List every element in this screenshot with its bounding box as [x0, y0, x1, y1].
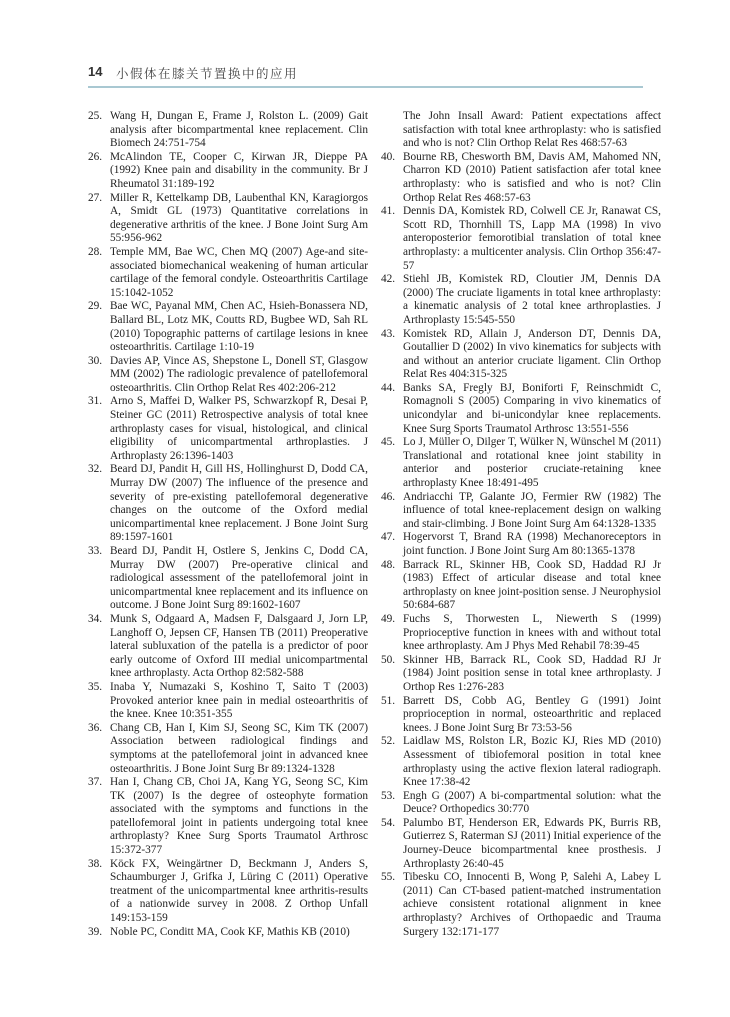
reference-entry — [381, 531, 661, 558]
reference-number: 45. — [381, 436, 396, 449]
reference-entry — [381, 790, 661, 817]
reference-entry — [381, 328, 661, 382]
reference-number: 46. — [381, 490, 396, 503]
reference-entry — [381, 871, 661, 939]
reference-text: Laidlaw MS, Rolston LR, Bozic KJ, Ries MD (2010) Assessment of tibiofemoral position in total knee arthroplasty using the active flexion lateral radiograph. Knee 17:38-42 — [403, 735, 661, 789]
reference-number: 25. — [88, 110, 103, 122]
reference-number: 34. — [88, 612, 103, 625]
reference-entry — [381, 735, 661, 789]
reference-number: 39. — [88, 925, 103, 938]
reference-text: Noble PC, Conditt MA, Cook KF, Mathis KB (2010) — [110, 925, 350, 938]
reference-entry — [381, 613, 661, 654]
reference-entry — [381, 695, 661, 736]
reference-number: 26. — [88, 150, 103, 163]
reference-number: 40. — [381, 150, 396, 163]
reference-text: Barrett DS, Cobb AG, Bentley G (1991) Joint proprioception in normal, osteoarthritic and replaced knees. J Bone Joint Surg Br 73:53-56 — [403, 694, 661, 734]
reference-text: Komistek RD, Allain J, Anderson DT, Dennis DA, Goutallier D (2002) In vivo kinematics for subjects with and without an anterior cruciate ligament. Clin Orthop Relat Res 404:315-325 — [403, 327, 661, 381]
reference-text: Beard DJ, Pandit H, Gill HS, Hollinghurst D, Dodd CA, Murray DW (2007) The influence of the presence and severity of pre-existing patellofemoral degenerative changes on the outcome of the Oxford medial unicompartimental knee replacement. J Bone Joint Surg 89:1597-1601 — [110, 463, 368, 544]
running-title: 小假体在膝关节置换中的应用 — [116, 66, 299, 81]
reference-entry — [381, 817, 661, 871]
reference-number: 52. — [381, 735, 396, 748]
reference-number: 44. — [381, 381, 396, 394]
reference-entry — [381, 559, 661, 613]
reference-entry — [88, 355, 368, 396]
reference-entry — [88, 722, 368, 776]
reference-text: Beard DJ, Pandit H, Ostlere S, Jenkins C, Dodd CA, Murray DW (2007) Pre-operative clinical and radiological assessment of the patellofemoral joint in unicompartmental knee replacement and its influence on outcome. J Bone Joint Surg 89:1602-1607 — [110, 545, 368, 612]
reference-entry — [88, 613, 368, 681]
reference-number: 53. — [381, 789, 396, 802]
reference-number: 36. — [88, 721, 103, 734]
reference-number: 41. — [381, 205, 396, 218]
page-number: 14 — [88, 64, 103, 79]
reference-text: Tibesku CO, Innocenti B, Wong P, Salehi A, Labey L (2011) Can CT-based patient-matched instrumentation achieve consistent rotational alignment in knee arthroplasty? Archives of Orthopaedic and Trauma Surgery 132:171-177 — [403, 871, 661, 938]
reference-text: The John Insall Award: Patient expectations affect satisfaction with total knee arthroplasty: who is satisfied and who is not? Clin Orthop Relat Res 468:57-63 — [403, 110, 661, 150]
reference-number: 49. — [381, 612, 396, 625]
reference-text: Hogervorst T, Brand RA (1998) Mechanoreceptors in joint function. J Bone Joint Surg Am 80:1365-1378 — [403, 531, 661, 557]
reference-text: Arno S, Maffei D, Walker PS, Schwarzkopf R, Desai P, Steiner GC (2011) Retrospective analysis of total knee arthroplasty cases for visual, histological, and clinical eligibility of unicompartmental arthroplasties. J Arthroplasty 26:1396-1403 — [110, 395, 368, 462]
reference-text: Stiehl JB, Komistek RD, Cloutier JM, Dennis DA (2000) The cruciate ligaments in total knee arthroplasty: a kinematic analysis of 2 total knee arthroplasties. J Arthroplasty 15:545-550 — [403, 273, 661, 326]
reference-entry — [88, 110, 368, 151]
reference-entry — [88, 463, 368, 545]
references-right-column — [381, 110, 661, 939]
reference-number: 51. — [381, 694, 396, 707]
page-header — [88, 62, 643, 88]
reference-entry — [88, 926, 368, 940]
reference-number: 32. — [88, 463, 103, 476]
reference-entry — [381, 654, 661, 695]
reference-number: 35. — [88, 680, 103, 693]
reference-text: Fuchs S, Thorwesten L, Niewerth S (1999) Proprioceptive function in knees with and without total knee arthroplasty. Am J Phys Med Rehabil 78:39-45 — [403, 612, 661, 653]
reference-number: 30. — [88, 354, 103, 367]
reference-text: Engh G (2007) A bi-compartmental solution: what the Deuce? Orthopedics 30:770 — [403, 789, 661, 816]
reference-entry — [381, 436, 661, 490]
reference-number: 37. — [88, 776, 103, 789]
reference-entry — [88, 151, 368, 192]
reference-text: Miller R, Kettelkamp DB, Laubenthal KN, Karagiorgos A, Smidt GL (1973) Quantitative correlations in degenerative arthritis of the knee. J Bone Joint Surg Am 55:956-962 — [110, 191, 368, 245]
reference-text: Chang CB, Han I, Kim SJ, Seong SC, Kim TK (2007) Association between radiological findings and symptoms at the patellofemoral joint in advanced knee osteoarthritis. J Bone Joint Surg Br 89:1324-1328 — [110, 721, 368, 775]
reference-text: Han I, Chang CB, Choi JA, Kang YG, Seong SC, Kim TK (2007) Is the degree of osteophyte formation associated with the symptoms and functions in the patellofemoral joint in patients undergoing total knee arthroplasty? Knee Surg Sports Traumatol Arthrosc 15:372-377 — [110, 776, 368, 857]
reference-number: 48. — [381, 558, 396, 571]
reference-text: Wang H, Dungan E, Frame J, Rolston L. (2009) Gait analysis after bicompartmental knee replacement. Clin Biomech 24:751-754 — [110, 110, 368, 150]
reference-number: 43. — [381, 327, 396, 340]
reference-number: 38. — [88, 857, 103, 870]
reference-entry — [88, 300, 368, 354]
reference-entry — [381, 273, 661, 327]
reference-number: 33. — [88, 545, 103, 557]
reference-entry — [381, 491, 661, 532]
reference-number: 29. — [88, 300, 103, 313]
reference-text: Köck FX, Weingärtner D, Beckmann J, Anders S, Schaumburger J, Grifka J, Lüring C (2011) Operative treatment of the unicompartmental knee arthritis-results of a nationwide survey in 2008. Z Orthop Unfall 149:153-159 — [110, 857, 368, 925]
reference-number: 28. — [88, 245, 103, 258]
reference-entry — [381, 205, 661, 273]
reference-text: Temple MM, Bae WC, Chen MQ (2007) Age-and site-associated biomechanical weakening of human articular cartilage of the femoral condyle. Osteoarthritis Cartilage 15:1042-1052 — [110, 245, 368, 299]
reference-entry — [88, 395, 368, 463]
reference-text: Munk S, Odgaard A, Madsen F, Dalsgaard J, Jorn LP, Langhoff O, Jepsen CF, Hansen TB (2011) Preoperative lateral subluxation of the patella is a predictor of poor early outcome of Oxford III medial unicompartmental knee arthroplasty. Acta Orthop 82:582-588 — [110, 612, 368, 680]
reference-number: 50. — [381, 653, 396, 666]
reference-entry — [88, 858, 368, 926]
reference-text: Lo J, Müller O, Dilger T, Wülker N, Wünschel M (2011) Translational and rotational knee joint stability in anterior and posterior cruciate-retaining knee arthroplasty Knee 18:491-495 — [403, 436, 661, 490]
reference-text: McAlindon TE, Cooper C, Kirwan JR, Dieppe PA (1992) Knee pain and disability in the community. Br J Rheumatol 31:189-192 — [110, 150, 368, 190]
reference-entry — [88, 681, 368, 722]
reference-text: Banks SA, Fregly BJ, Boniforti F, Reinschmidt C, Romagnoli S (2005) Comparing in vivo kinematics of unicondylar and bi-unicondylar knee replacements. Knee Surg Sports Traumatol Arthrosc 13:551-556 — [403, 381, 661, 435]
reference-number: 55. — [381, 871, 396, 884]
references-left-column — [88, 110, 368, 939]
reference-entry — [88, 246, 368, 300]
reference-entry — [381, 151, 661, 205]
reference-number: 54. — [381, 816, 396, 829]
reference-text: Andriacchi TP, Galante JO, Fermier RW (1982) The influence of total knee-replacement design on walking and stair-climbing. J Bone Joint Surg Am 64:1328-1335 — [403, 490, 661, 530]
reference-entry — [381, 382, 661, 436]
reference-entry — [88, 545, 368, 613]
reference-number: 42. — [381, 273, 396, 286]
reference-entry — [88, 192, 368, 246]
reference-text: Inaba Y, Numazaki S, Koshino T, Saito T (2003) Provoked anterior knee pain in medial osteoarthritis of the knee. Knee 10:351-355 — [110, 680, 368, 721]
reference-text: Skinner HB, Barrack RL, Cook SD, Haddad RJ Jr (1984) Joint position sense in total knee arthroplasty. J Orthop Res 1:276-283 — [403, 653, 661, 693]
reference-text: Bourne RB, Chesworth BM, Davis AM, Mahomed NN, Charron KD (2010) Patient satisfaction afer total knee arthroplasty: who is satisfied and who is not? Clin Orthop Relat Res 468:57-63 — [403, 150, 661, 204]
reference-number: 31. — [88, 395, 103, 408]
reference-text: Davies AP, Vince AS, Shepstone L, Donell ST, Glasgow MM (2002) The radiologic prevalence of patellofemoral osteoarthritis. Clin Orthop Relat Res 402:206-212 — [110, 354, 368, 394]
reference-text: Palumbo BT, Henderson ER, Edwards PK, Burris RB, Gutierrez S, Raterman SJ (2011) Initial experience of the Journey-Deuce bicompartmental knee prosthesis. J Arthroplasty 26:40-45 — [403, 816, 661, 870]
reference-entry — [381, 110, 661, 151]
reference-text: Dennis DA, Komistek RD, Colwell CE Jr, Ranawat CS, Scott RD, Thornhill TS, Lapp MA (1998) In vivo anteroposterior femorotibial translation of total knee arthroplasty: a multicenter analysis. Clin Orthop 356:47-57 — [403, 205, 661, 272]
reference-number: 47. — [381, 531, 396, 544]
reference-text: Barrack RL, Skinner HB, Cook SD, Haddad RJ Jr (1983) Effect of articular disease and total knee arthroplasty on knee joint-position sense. J Neurophysiol 50:684-687 — [403, 558, 661, 612]
reference-text: Bae WC, Payanal MM, Chen AC, Hsieh-Bonassera ND, Ballard BL, Lotz MK, Coutts RD, Bugbee WD, Sah RL (2010) Topographic patterns of cartilage lesions in knee osteoarthritis. Cartilage 1:10-19 — [110, 300, 368, 354]
reference-entry — [88, 776, 368, 858]
reference-number: 27. — [88, 191, 103, 204]
